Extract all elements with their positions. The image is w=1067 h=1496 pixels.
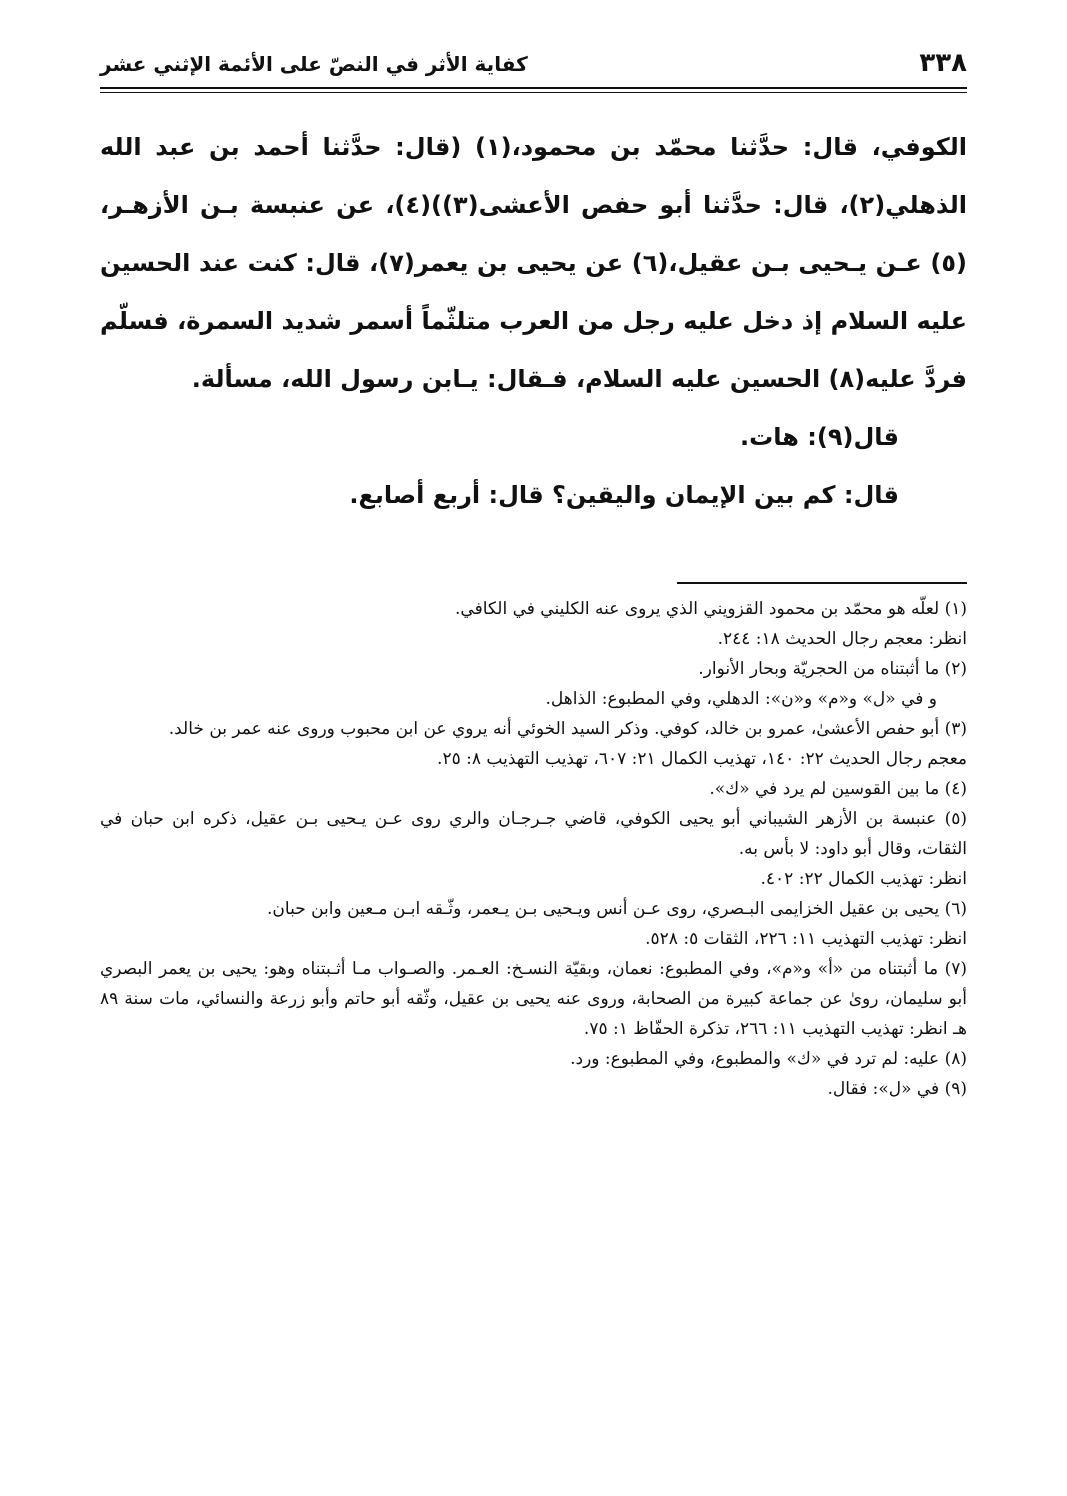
footnote-6: (٦) يحيى بن عقيل الخزايمى البـصري، روى عـن أنس ويـحيى بـن يـعمر، وثّـقه ابـن مـعين وابن حبان.	[267, 899, 967, 919]
footnote-separator	[677, 582, 967, 584]
page-number: ٣٣٨	[919, 48, 967, 78]
footnote-3-reference: معجم رجال الحديث ٢٢: ١٤٠، تهذيب الكمال ٢١: ٦٠٧، تهذيب التهذيب ٨: ٢٥.	[437, 749, 967, 769]
page-header	[100, 48, 967, 88]
main-text	[100, 118, 967, 524]
footnote-3: (٣) أبو حفص الأعشىٰ، عمرو بن خالد، كوفي. وذكر السيد الخوئي أنه يروي عن ابن محبوب وروى عنه عمر بن خالد.	[168, 719, 967, 739]
footnote-9: (٩) في «ل»: فقال.	[827, 1079, 967, 1099]
footnote-2-continuation: و في «ل» و«م» و«ن»: الدهلي، وفي المطبوع: الذاهل.	[545, 689, 937, 709]
footnotes	[100, 594, 967, 1104]
footnote-6-reference: انظر: تهذيب التهذيب ١١: ٢٢٦، الثقات ٥: ٥٢٨.	[645, 929, 967, 949]
footnote-8: (٨) عليه: لم ترد في «ك» والمطبوع، وفي المطبوع: ورد.	[570, 1049, 967, 1069]
footnote-5: (٥) عنبسة بن الأزهر الشيباني أبو يحيى الكوفي، قاضي جـرجـان والري روى عـن يـحيى بـن عقيل، ذكره ابن حبان في الثقات، وقال أبو داود: لا بأس به.	[100, 809, 967, 859]
running-title: كفاية الأثر في النصّ على الأئمة الإثني عشر	[100, 52, 528, 76]
footnote-2: (٢) ما أثبتناه من الحجريّة وبحار الأنوار.	[698, 659, 967, 679]
footnote-1-reference: انظر: معجم رجال الحديث ١٨: ٢٤٤.	[717, 629, 967, 649]
footnote-4: (٤) ما بين القوسين لم يرد في «ك».	[709, 779, 967, 799]
header-rule-thin	[100, 92, 967, 93]
header-rule-thick	[100, 87, 967, 89]
footnote-1: (١) لعلّه هو محمّد بن محمود القزويني الذي يروى عنه الكليني في الكافي.	[455, 599, 967, 619]
dialog-line-1: قال(٩): هات.	[740, 423, 899, 451]
footnote-7: (٧) ما أثبتناه من «أ» و«م»، وفي المطبوع: نعمان، وبقيّة النسـخ: العـمر. والصـواب مـا أثـبتناه وهو: يحيى بن يعمر البصري أبو سليمان، روىٰ عن جماعة كبيرة من الصحابة، وروى عنه يحيى بن عقيل، وثّقه أبو حاتم وأبو زرعة والنسائي، مات سنة ٨٩ هـ انظر: تهذيب التهذيب ١١: ٢٦٦، تذكرة الحفّاظ ١: ٧٥.	[100, 959, 967, 1039]
narration-paragraph: الكوفي، قال: حدَّثنا محمّد بن محمود،(١) (قال: حدَّثنا أحمد بن عبد الله الذهلي(٢)، قال: حدَّثنا أبو حفص الأعشى(٣))(٤)، عن عنبسة بـن الأزهـر،(٥) عـن يـحيى بـن عقيل،(٦) عن يحيى بن يعمر(٧)، قال: كنت عند الحسين عليه السلام إذ دخل عليه رجل من العرب متلثّماً أسمر شديد السمرة، فسلّم فردَّ عليه(٨) الحسين عليه السلام، فـقال: يـابن رسول الله، مسألة.	[100, 133, 967, 393]
dialog-line-2: قال: كم بين الإيمان واليقين؟ قال: أربع أصابع.	[349, 481, 899, 509]
footnote-5-reference: انظر: تهذيب الكمال ٢٢: ٤٠٢.	[760, 869, 967, 889]
